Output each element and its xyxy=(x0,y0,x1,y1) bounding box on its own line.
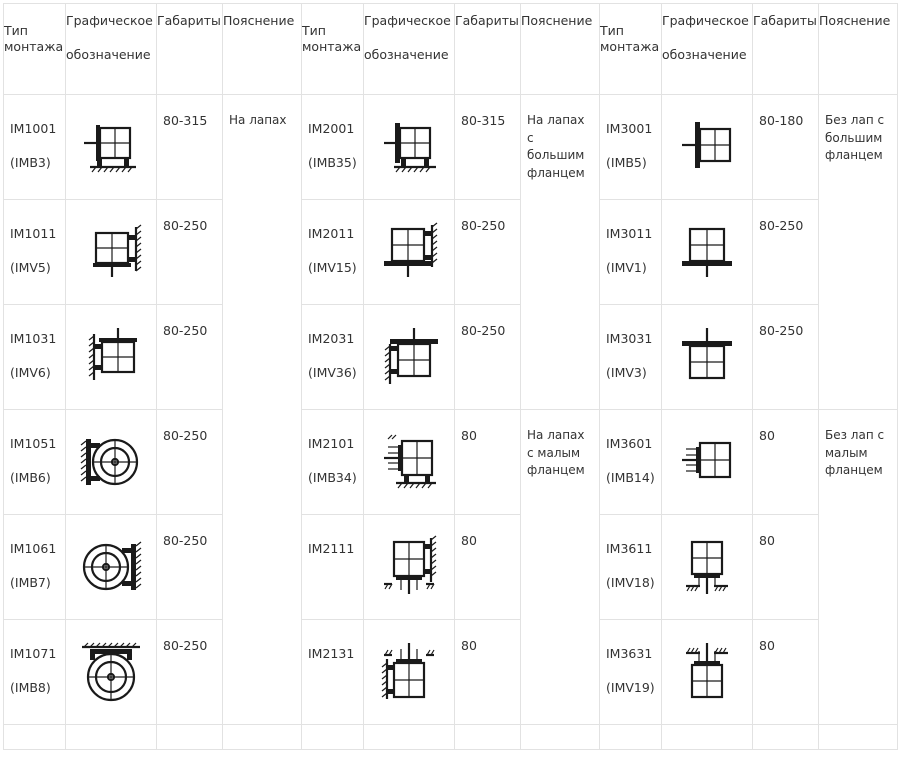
header-explanation: Пояснение xyxy=(223,4,302,95)
foot-mount-shaft-up-icon xyxy=(66,305,157,410)
mount-code-cell: IM3031 (IMV3) xyxy=(600,305,662,410)
dimensions-cell: 80 xyxy=(753,620,819,725)
table-row-empty xyxy=(4,725,898,750)
table-row xyxy=(4,305,898,410)
dimensions-cell: 80 xyxy=(455,410,521,515)
mount-code-cell: IM3011 (IMV1) xyxy=(600,200,662,305)
table-row xyxy=(4,95,898,200)
mount-code-cell: IM1001 (IMB3) xyxy=(4,95,66,200)
mount-code-cell: IM1061 (IMB7) xyxy=(4,515,66,620)
explanation-cell: На лапах с малым фланцем xyxy=(521,410,600,725)
table-row xyxy=(4,515,898,620)
header-explanation: Пояснение xyxy=(819,4,898,95)
dimensions-cell: 80-250 xyxy=(753,200,819,305)
mount-code-cell: IM2001 (IMB35) xyxy=(302,95,364,200)
dimensions-cell: 80-250 xyxy=(157,620,223,725)
mount-code-cell: IM1031 (IMV6) xyxy=(4,305,66,410)
mount-code-cell: IM2031 (IMV36) xyxy=(302,305,364,410)
foot-small-flange-shaft-up-icon xyxy=(364,620,455,725)
foot-small-flange-horizontal-icon xyxy=(364,410,455,515)
dimensions-cell: 80 xyxy=(455,620,521,725)
foot-mount-horizontal-icon xyxy=(66,95,157,200)
large-flange-shaft-down-icon xyxy=(662,200,753,305)
dimensions-cell: 80 xyxy=(753,410,819,515)
dimensions-cell: 80-180 xyxy=(753,95,819,200)
mount-code-cell: IM2131 xyxy=(302,620,364,725)
header-graphic: Графическое обозначение xyxy=(66,4,157,95)
dimensions-cell: 80-250 xyxy=(157,305,223,410)
large-flange-horizontal-icon xyxy=(662,95,753,200)
mount-code-cell: IM2101 (IMB34) xyxy=(302,410,364,515)
header-dimensions: Габариты xyxy=(753,4,819,95)
mount-code-cell: IM3001 (IMB5) xyxy=(600,95,662,200)
explanation-cell: Без лап с малым фланцем xyxy=(819,410,898,725)
mount-code-cell: IM2111 xyxy=(302,515,364,620)
explanation-cell: На лапах xyxy=(223,95,302,725)
dimensions-cell: 80-250 xyxy=(455,305,521,410)
mount-code-cell: IM3601 (IMB14) xyxy=(600,410,662,515)
small-flange-horizontal-icon xyxy=(662,410,753,515)
dimensions-cell: 80-250 xyxy=(157,410,223,515)
header-mount-type: Тип монтажа xyxy=(302,4,364,95)
header-dimensions: Габариты xyxy=(157,4,223,95)
table-header-row xyxy=(4,4,898,95)
header-explanation: Пояснение xyxy=(521,4,600,95)
dimensions-cell: 80 xyxy=(753,515,819,620)
mount-code-cell: IM3611 (IMV18) xyxy=(600,515,662,620)
dimensions-cell: 80-250 xyxy=(455,200,521,305)
table-row xyxy=(4,200,898,305)
explanation-cell: Без лап с большим фланцем xyxy=(819,95,898,410)
foot-large-flange-shaft-up-icon xyxy=(364,305,455,410)
dimensions-cell: 80-315 xyxy=(157,95,223,200)
small-flange-shaft-down-icon xyxy=(662,515,753,620)
mounting-types-table xyxy=(3,3,898,750)
header-mount-type: Тип монтажа xyxy=(600,4,662,95)
foot-mount-shaft-down-icon xyxy=(66,200,157,305)
foot-mount-wall-left-icon xyxy=(66,410,157,515)
table-row xyxy=(4,620,898,725)
dimensions-cell: 80-250 xyxy=(753,305,819,410)
header-graphic: Графическое обозначение xyxy=(662,4,753,95)
foot-mount-wall-right-icon xyxy=(66,515,157,620)
mount-code-cell: IM2011 (IMV15) xyxy=(302,200,364,305)
header-graphic: Графическое обозначение xyxy=(364,4,455,95)
table-row xyxy=(4,410,898,515)
small-flange-shaft-up-icon xyxy=(662,620,753,725)
dimensions-cell: 80-250 xyxy=(157,515,223,620)
mount-code-cell: IM1071 (IMB8) xyxy=(4,620,66,725)
large-flange-shaft-up-icon xyxy=(662,305,753,410)
dimensions-cell: 80-250 xyxy=(157,200,223,305)
mount-code-cell: IM3631 (IMV19) xyxy=(600,620,662,725)
foot-small-flange-shaft-down-icon xyxy=(364,515,455,620)
foot-mount-ceiling-icon xyxy=(66,620,157,725)
foot-large-flange-horizontal-icon xyxy=(364,95,455,200)
dimensions-cell: 80-315 xyxy=(455,95,521,200)
mount-code-cell: IM1051 (IMB6) xyxy=(4,410,66,515)
header-dimensions: Габариты xyxy=(455,4,521,95)
header-mount-type: Тип монтажа xyxy=(4,4,66,95)
explanation-cell: На лапах с большим фланцем xyxy=(521,95,600,410)
foot-large-flange-shaft-down-icon xyxy=(364,200,455,305)
mount-code-cell: IM1011 (IMV5) xyxy=(4,200,66,305)
dimensions-cell: 80 xyxy=(455,515,521,620)
